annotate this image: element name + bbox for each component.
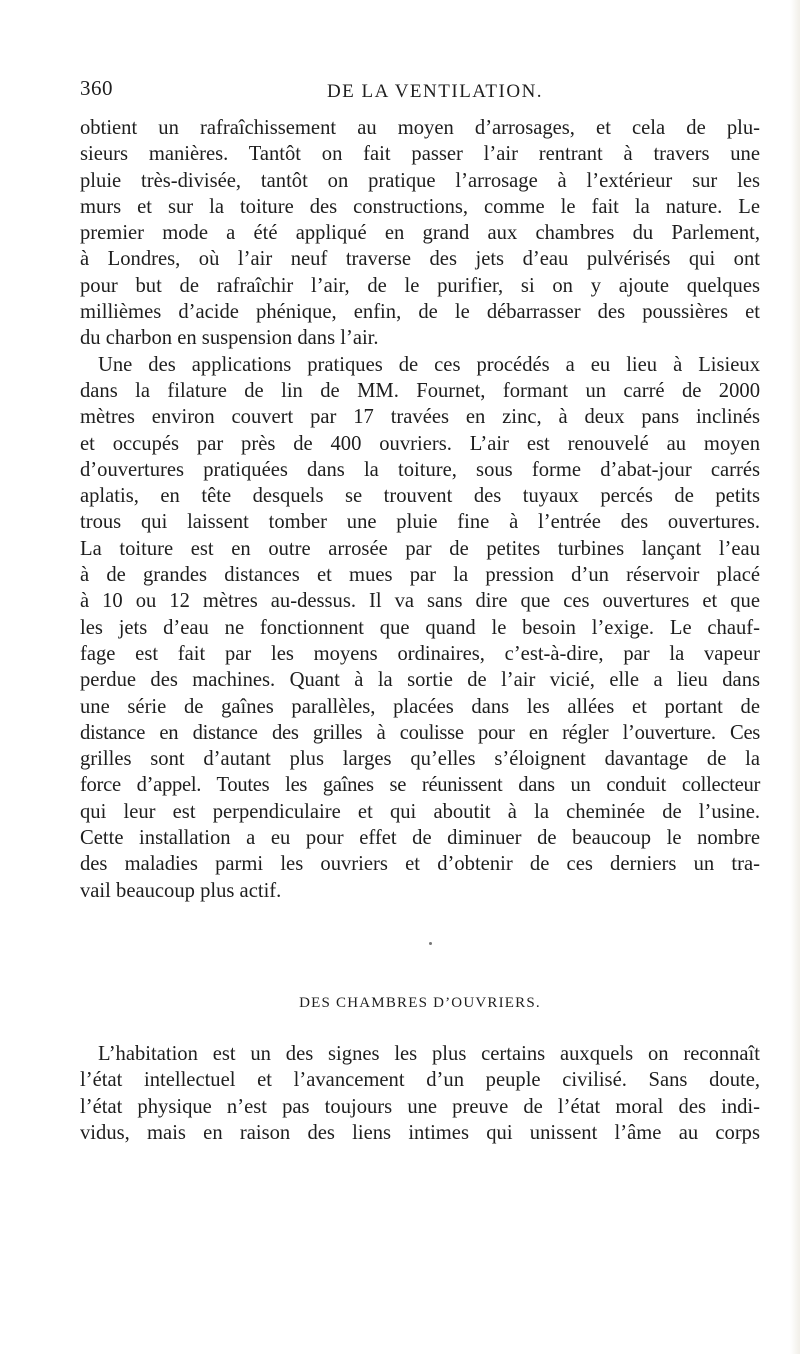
text-line: et occupés par près de 400 ouvriers. L’air est renouvelé au moyen — [80, 432, 760, 455]
body-text-continued — [80, 1041, 760, 1146]
text-line: à 10 ou 12 mètres au-dessus. Il va sans dire que ces ouvertures et que — [80, 590, 760, 613]
text-line: obtient un rafraîchissement au moyen d’arrosages, et cela de plu- — [80, 117, 760, 139]
text-line: vidus, mais en raison des liens intimes qui unissent l’âme au corps — [80, 1121, 760, 1144]
text-line: à Londres, où l’air neuf traverse des jets d’eau pulvérisés qui ont — [80, 248, 760, 271]
body-text — [80, 115, 760, 904]
paragraph-2 — [80, 352, 760, 904]
text-line: perdue des machines. Quant à la sortie de l’air vicié, elle a lieu dans — [80, 669, 760, 692]
text-line: qui leur est perpendiculaire et qui aboutit à la cheminée de l’usine. — [80, 800, 760, 823]
text-line: millièmes d’acide phénique, enfin, de le débarrasser des poussières et — [80, 301, 760, 324]
text-line: Une des applications pratiques de ces procédés a eu lieu à Lisieux — [98, 353, 760, 376]
running-title: DE LA VENTILATION. — [326, 81, 544, 102]
text-line: des maladies parmi les ouvriers et d’obtenir de ces derniers un tra- — [80, 853, 760, 876]
text-line: Cette installation a eu pour effet de diminuer de beaucoup le nombre — [80, 827, 760, 850]
text-line: force d’appel. Toutes les gaînes se réunissent dans un conduit collecteur — [80, 774, 760, 797]
text-line: pour but de rafraîchir l’air, de le purifier, si on y ajoute quelques — [80, 274, 760, 297]
paragraph-3 — [80, 1041, 760, 1146]
section-heading: DES CHAMBRES D’OUVRIERS. — [299, 995, 541, 1011]
text-line: les jets d’eau ne fonctionnent que quand le besoin l’exige. Le chauf- — [80, 616, 760, 639]
text-line: L’habitation est un des signes les plus certains auxquels on reconnaît — [98, 1043, 760, 1065]
text-line: grilles sont d’autant plus larges qu’elles s’éloignent davantage de la — [80, 748, 760, 771]
text-line: sieurs manières. Tantôt on fait passer l’air rentrant à travers une — [80, 143, 760, 166]
text-line: l’état intellectuel et l’avancement d’un peuple civilisé. Sans doute, — [80, 1069, 760, 1092]
paragraph-1 — [80, 115, 760, 352]
text-line: d’ouvertures pratiquées dans la toiture, sous forme d’abat-jour carrés — [80, 458, 760, 481]
page-number: 360 — [80, 76, 113, 100]
text-line: premier mode a été appliqué en grand aux chambres du Parlement, — [80, 222, 760, 245]
text-line: mètres environ couvert par 17 travées en zinc, à deux pans inclinés — [80, 406, 760, 429]
text-line: fage est fait par les moyens ordinaires, c’est-à-dire, par la vapeur — [80, 642, 760, 665]
text-line: à de grandes distances et mues par la pression d’un réservoir placé — [80, 564, 760, 587]
running-head — [80, 76, 760, 106]
text-line: distance en distance des grilles à coulisse pour en régler l’ouverture. Ces — [80, 721, 760, 744]
text-line: murs et sur la toiture des constructions, comme le fait la nature. Le — [80, 195, 760, 218]
text-line: trous qui laissent tomber une pluie fine à l’entrée des ouvertures. — [80, 511, 760, 534]
section-separator-dot — [429, 942, 432, 945]
text-line: aplatis, en tête desquels se trouvent des tuyaux percés de petits — [80, 485, 760, 508]
text-line: pluie très-divisée, tantôt on pratique l’arrosage à l’extérieur sur les — [80, 169, 760, 192]
text-line: du charbon en suspension dans l’air. — [80, 327, 379, 350]
text-line: dans la filature de lin de MM. Fournet, formant un carré de 2000 — [80, 379, 760, 402]
page-edge — [790, 0, 800, 1354]
text-line: une série de gaînes parallèles, placées dans les allées et portant de — [80, 695, 760, 718]
text-line: La toiture est en outre arrosée par de petites turbines lançant l’eau — [80, 537, 760, 560]
text-line: l’état physique n’est pas toujours une preuve de l’état moral des indi- — [80, 1095, 760, 1118]
text-line: vail beaucoup plus actif. — [80, 879, 282, 902]
